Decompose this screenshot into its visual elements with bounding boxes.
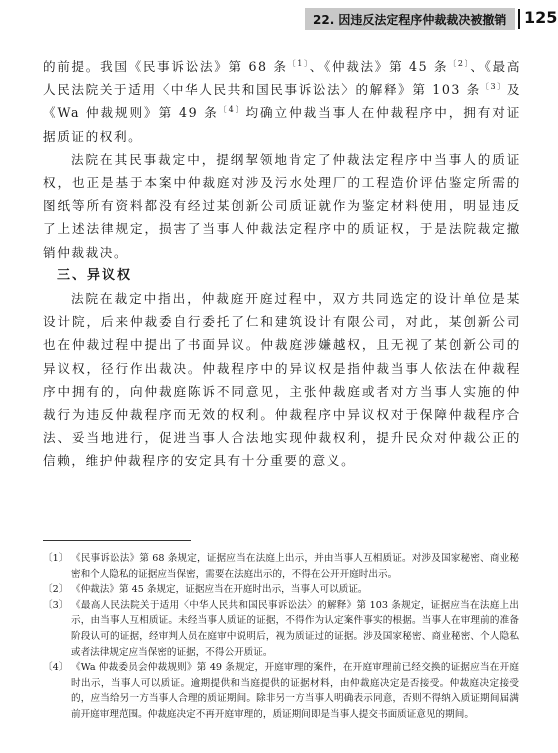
footnote-text: 《仲裁法》第 45 条规定，证据应当在开庭时出示，当事人可以质证。	[71, 584, 368, 596]
text-run: 、《仲裁法》第 45 条	[309, 59, 449, 74]
text-run: 、《最高人民法院关于适用〈中华人民共和国民事诉讼法〉的解释》第 103 条	[43, 59, 522, 98]
footnote-ref-2: 〔2〕	[448, 58, 471, 68]
page-number: 125	[524, 8, 558, 27]
text-run: 及《Wa 仲裁规则》第 49 条	[43, 82, 522, 121]
chapter-title: 22. 因违反法定程序仲裁裁决被撤销	[313, 13, 507, 27]
footnote-number: 〔2〕	[43, 584, 69, 596]
footnote-text: 《民事诉讼法》第 68 条规定，证据应当在法庭上出示，并由当事人互相质证。对涉及国家秘密、商业秘密和个人隐私的证据应当保密，需要在法庭出示的，不得在公开开庭时出示。	[71, 553, 519, 580]
footnote-text: 《最高人民法院关于适用〈中华人民共和国民事诉讼法〉的解释》第 103 条规定，证据应当在法庭上出示，由当事人互相质证。未经当事人质证的证据，不得作为认定案件事实的根据。当事人在审理前的准备阶段认可的证据，经审判人员在庭审中说明后，视为质证过的证据。涉及国家秘密、商业秘密、个人隐私或者法律规定应当保密的证据，不得公开质证。	[71, 599, 519, 658]
main-text	[43, 55, 521, 473]
footnote-divider	[43, 540, 191, 541]
running-header	[305, 8, 558, 30]
section-heading: 三、异议权	[57, 267, 133, 283]
text-run: 的前提。我国《民事诉讼法》第 68 条	[43, 59, 288, 74]
paragraph-3: 法院在裁定中指出，仲裁庭开庭过程中，双方共同选定的设计单位是某设计院，后来仲裁委自行委托了仁和建筑设计有限公司，对此，某创新公司也在仲裁过程中提出了书面异议。仲裁庭涉嫌越权，且无视了某创新公司的异议权，径行作出裁决。仲裁程序中的异议权是指仲裁当事人依法在仲裁程序中拥有的，向仲裁庭陈诉不同意见，主张仲裁庭或者对方当事人实施的仲裁行为违反仲裁程序而无效的权利。仲裁程序中异议权对于保障仲裁程序合法、妥当地进行，促进当事人合法地实现仲裁权利，提升民众对仲裁公正的信赖，维护仲裁程序的安定具有十分重要的意义。	[43, 291, 521, 469]
footnote-number: 〔3〕	[43, 599, 69, 611]
footnote-number: 〔4〕	[43, 662, 69, 674]
footnotes	[43, 551, 519, 723]
paragraph-1	[43, 55, 521, 148]
footnote-ref-3: 〔3〕	[480, 82, 507, 92]
footnote-ref-1: 〔1〕	[287, 58, 310, 68]
paragraph-2: 法院在其民事裁定中，提纲挈领地肯定了仲裁法定程序中当事人的质证权，也正是基于本案中仲裁庭对涉及污水处理厂的工程造价评估鉴定所需的图纸等所有资料都没有经过某创新公司质证就作为鉴定材料使用，明显违反了上述法律规定，损害了当事人仲裁法定程序中的质证权，于是法院裁定撤销仲裁裁决。	[43, 151, 521, 260]
footnote-2	[43, 582, 519, 598]
header-separator	[518, 9, 520, 29]
footnote-4	[43, 660, 519, 722]
footnote-text: 《Wa 仲裁委员会仲裁规则》第 49 条规定，开庭审理的案件，在开庭审理前已经交换的证据应当在开庭时出示，当事人可以质证。逾期提供和当庭提供的证据材料，由仲裁庭决定是否接受。仲裁庭决定接受的，应当给另一方当事人合理的质证期间。除非另一方当事人明确表示同意，否则不得纳入质证期间届满前开庭审理范围。仲裁庭决定不再开庭审理的，质证期间即是当事人提交书面质证意见的期间。	[71, 662, 519, 720]
text-run: 均确立仲裁当事人在仲裁程序中，拥有对证据质证的权利。	[43, 105, 521, 144]
footnote-ref-4: 〔4〕	[218, 105, 246, 115]
footnote-1	[43, 551, 519, 582]
footnote-number: 〔1〕	[43, 553, 69, 564]
footnote-3	[43, 598, 519, 660]
